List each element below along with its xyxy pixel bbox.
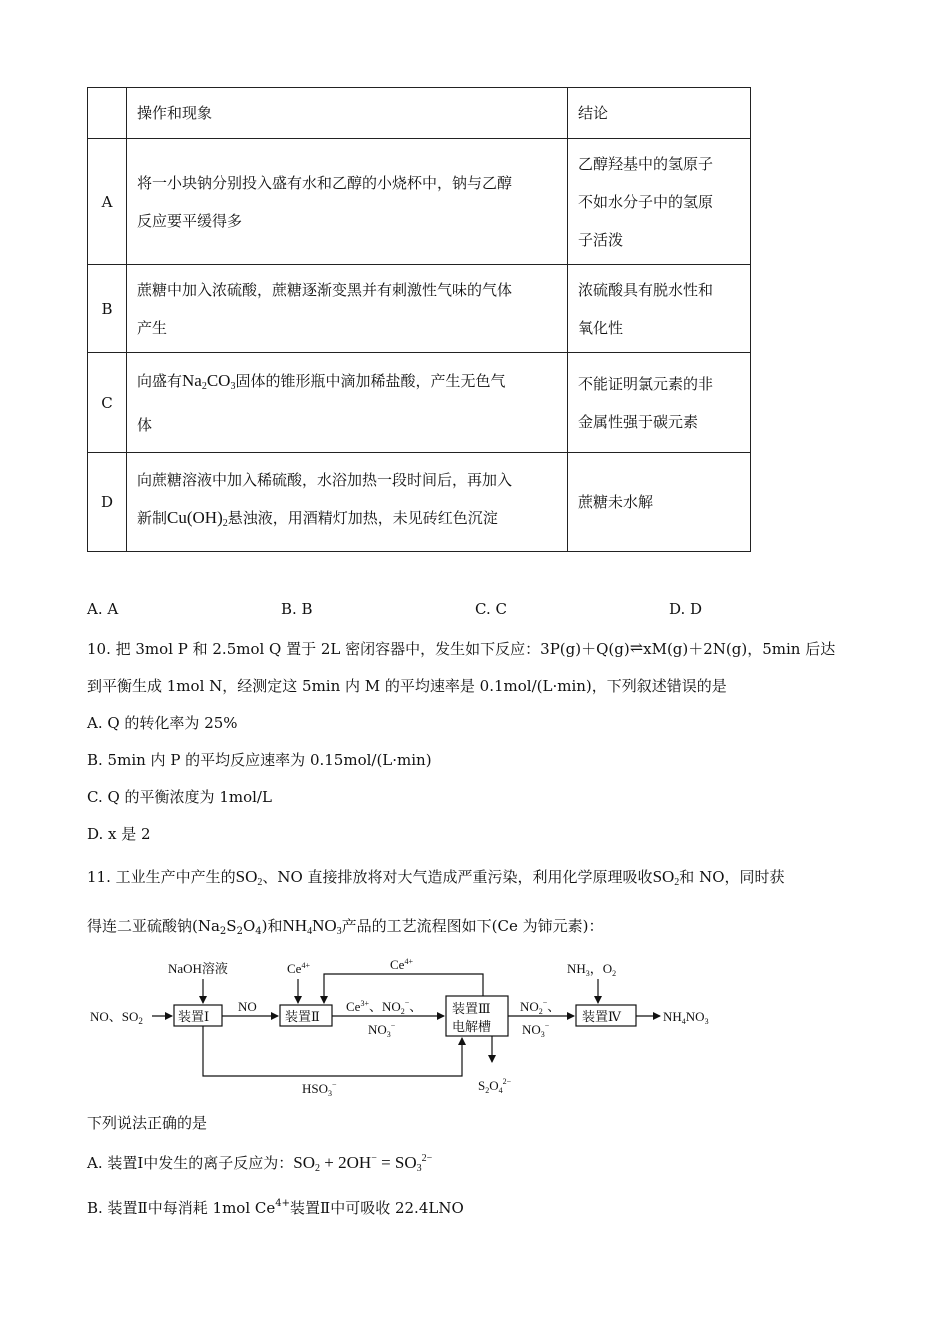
q10-option-c[interactable]: C. Q 的平衡浓度为 1mol/L xyxy=(87,788,272,806)
cuoh2-formula: $Cu(OH)_2$ xyxy=(167,508,228,529)
flow-mid-bottom: $NO_3^-$ xyxy=(368,1021,396,1039)
q10-stem-line2: 到平衡生成 1mol N，经测定这 5min 内 M 的平均速率是 0.1mol/(L·min)，下列叙述错误的是 xyxy=(87,677,727,695)
equilibrium-arrow-icon: ⇌ xyxy=(629,638,644,657)
q11-option-a[interactable]: A. 装置Ⅰ中发生的离子反应为：$SO_2 + 2OH^- = SO_3^{2-}$ xyxy=(87,1153,433,1174)
q9-option-c[interactable]: C. C xyxy=(475,600,507,618)
nh4no3-formula: $NH_4NO_3$ xyxy=(282,916,342,937)
operation-line: 反应要平缓得多 xyxy=(137,211,243,230)
flow-out-bottom: $NO_3^-$ xyxy=(522,1021,550,1039)
flow-no: NO xyxy=(238,999,257,1014)
flow-s2o4: $S_2O_4^{2-}$ xyxy=(478,1077,512,1095)
conclusion-line: 氧化性 xyxy=(578,318,624,337)
ionic-equation: $SO_2 + 2OH^- = SO_3^{2-}$ xyxy=(293,1153,433,1174)
conclusion-line: 蔗糖未水解 xyxy=(578,493,654,511)
conclusion-line: 不能证明氯元素的非 xyxy=(578,374,714,393)
conclusion-line: 子活泼 xyxy=(578,230,624,249)
flow-box1-label: 装置Ⅰ xyxy=(178,1009,210,1024)
row-label: B xyxy=(88,265,127,353)
flow-ce4-in: $Ce^{4+}$ xyxy=(287,961,310,976)
flow-product: $NH_4NO_3$ xyxy=(663,1009,709,1026)
hso3-arrow xyxy=(203,1026,462,1076)
header-operation: 操作和现象 xyxy=(127,88,568,139)
row-label: A xyxy=(88,139,127,265)
conclusion-line: 乙醇羟基中的氢原子 xyxy=(578,154,714,173)
operation-line: 将一小块钠分别投入盛有水和乙醇的小烧杯中，钠与乙醇 xyxy=(137,173,513,192)
q11-option-b[interactable]: B. 装置Ⅱ中每消耗 1mol $Ce^{4+}$装置Ⅱ中可吸收 22.4LNO xyxy=(87,1198,464,1217)
flow-hso3: $HSO_3^-$ xyxy=(302,1080,337,1098)
operation-line: 向盛有$Na_2CO_3$固体的锥形瓶中滴加稀盐酸，产生无色气 xyxy=(137,370,506,392)
q11-question-prompt: 下列说法正确的是 xyxy=(87,1114,208,1132)
flow-box4-label: 装置Ⅳ xyxy=(582,1009,621,1024)
q10-stem-line1: 10. 把 3mol P 和 2.5mol Q 置于 2L 密闭容器中，发生如下反应：3P(g)＋Q(g)⇌xM(g)＋2N(g)，5min 后达 xyxy=(87,638,836,658)
conclusion-line: 金属性强于碳元素 xyxy=(578,412,699,431)
flow-mid-top: $Ce^{3+}$、$NO_2^-$、 xyxy=(346,998,423,1016)
q9-option-a[interactable]: A. A xyxy=(87,600,119,618)
operation-line: 产生 xyxy=(137,318,168,337)
header-conclusion: 结论 xyxy=(568,88,751,139)
q10-option-d[interactable]: D. x 是 2 xyxy=(87,825,151,843)
row-label: D xyxy=(88,453,127,552)
q11-stem-line2: 得连二亚硫酸钠$(Na_2S_2O_4)$和$NH_4NO_3$产品的工艺流程图如下(Ce 为铈元素)： xyxy=(87,916,604,937)
q9-option-d[interactable]: D. D xyxy=(669,600,703,618)
flow-box3-line1: 装置Ⅲ xyxy=(452,1001,491,1016)
row-label: C xyxy=(88,353,127,453)
flow-out-top: $NO_2^-$、 xyxy=(520,998,561,1016)
flow-box2-label: 装置Ⅱ xyxy=(285,1009,320,1024)
q10-option-a[interactable]: A. Q 的转化率为 25% xyxy=(87,714,238,732)
operation-line: 体 xyxy=(137,415,153,434)
flow-box3-line2: 电解槽 xyxy=(452,1019,492,1034)
flow-naoh: NaOH溶液 xyxy=(168,961,228,976)
so2-formula: $SO_2$ xyxy=(652,867,680,888)
flow-input: NO、$SO_2$ xyxy=(90,1009,143,1026)
q11-stem-line1: 11. 工业生产中产生的$SO_2$、NO 直接排放将对大气造成严重污染，利用化学原理吸收$SO_2$和 NO，同时获 xyxy=(87,867,785,888)
conclusion-line: 不如水分子中的氢原 xyxy=(578,192,714,211)
conclusion-line: 浓硫酸具有脱水性和 xyxy=(578,280,714,299)
so2-formula: $SO_2$ xyxy=(235,867,263,888)
operation-line: 新制$Cu(OH)_2$悬浊液，用酒精灯加热，未见砖红色沉淀 xyxy=(137,508,498,529)
q9-option-b[interactable]: B. B xyxy=(281,600,313,618)
na2co3-formula: $Na_2CO_3$ xyxy=(182,370,236,392)
q10-option-b[interactable]: B. 5min 内 P 的平均反应速率为 0.15mol/(L·min) xyxy=(87,751,432,769)
flow-ce4-top: $Ce^{4+}$ xyxy=(390,957,413,972)
operation-line: 蔗糖中加入浓硫酸，蔗糖逐渐变黑并有刺激性气味的气体 xyxy=(137,280,513,299)
flow-nh3-o2: $NH_3$，$O_2$ xyxy=(567,961,617,978)
operation-line: 向蔗糖溶液中加入稀硫酸，水浴加热一段时间后，再加入 xyxy=(137,471,513,489)
